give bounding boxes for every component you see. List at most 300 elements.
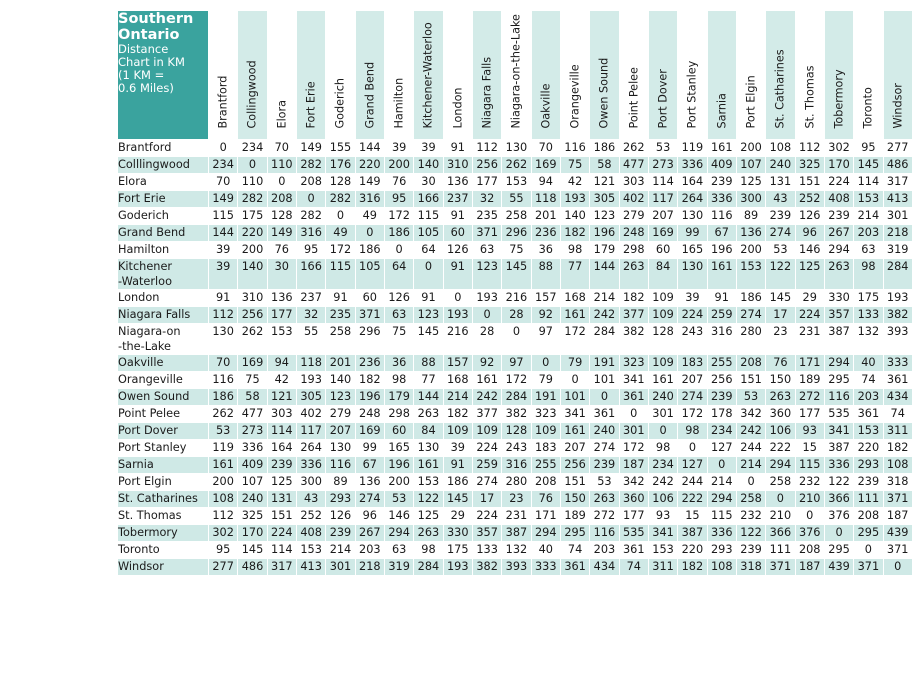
distance-cell: 28 — [502, 307, 531, 324]
distance-cell: 177 — [267, 307, 296, 324]
distance-cell: 341 — [619, 372, 648, 389]
distance-cell: 193 — [883, 290, 912, 307]
distance-cell: 91 — [414, 290, 443, 307]
distance-cell: 256 — [707, 372, 736, 389]
distance-cell: 115 — [707, 508, 736, 525]
distance-cell: 0 — [707, 457, 736, 474]
distance-cell: 382 — [619, 324, 648, 355]
distance-cell: 108 — [707, 559, 736, 576]
distance-cell: 84 — [414, 423, 443, 440]
column-header-label: Owen Sound — [597, 57, 611, 129]
distance-cell: 76 — [766, 355, 795, 372]
distance-cell: 74 — [854, 372, 883, 389]
distance-cell: 58 — [590, 157, 619, 174]
column-header — [590, 11, 619, 140]
distance-cell: 39 — [678, 290, 707, 307]
distance-cell: 114 — [854, 174, 883, 191]
distance-cell: 0 — [854, 542, 883, 559]
distance-cell: 0 — [355, 225, 384, 242]
distance-cell: 301 — [326, 559, 355, 576]
row-header — [118, 242, 209, 259]
distance-cell: 237 — [296, 290, 325, 307]
distance-cell: 0 — [238, 157, 267, 174]
distance-cell: 371 — [472, 225, 501, 242]
distance-cell: 182 — [883, 440, 912, 457]
column-header — [384, 11, 413, 140]
distance-cell: 224 — [824, 174, 853, 191]
distance-cell: 236 — [355, 355, 384, 372]
distance-cell: 17 — [472, 491, 501, 508]
distance-cell: 284 — [502, 389, 531, 406]
distance-cell: 74 — [619, 559, 648, 576]
distance-cell: 371 — [883, 491, 912, 508]
distance-cell: 187 — [795, 559, 824, 576]
distance-cell: 193 — [443, 559, 472, 576]
distance-cell: 123 — [326, 389, 355, 406]
distance-cell: 30 — [267, 259, 296, 290]
distance-cell: 125 — [736, 174, 765, 191]
column-header — [736, 11, 765, 140]
row-header — [118, 174, 209, 191]
distance-cell: 305 — [590, 191, 619, 208]
table-row — [118, 525, 913, 542]
table-row — [118, 208, 913, 225]
distance-cell: 107 — [736, 157, 765, 174]
distance-cell: 371 — [854, 559, 883, 576]
distance-cell: 89 — [326, 474, 355, 491]
distance-cell: 243 — [502, 440, 531, 457]
distance-cell: 316 — [355, 191, 384, 208]
distance-cell: 153 — [736, 259, 765, 290]
distance-cell: 402 — [296, 406, 325, 423]
column-header-label: Hamilton — [392, 77, 406, 129]
distance-cell: 377 — [472, 406, 501, 423]
distance-cell: 220 — [238, 225, 267, 242]
distance-cell: 222 — [678, 491, 707, 508]
distance-cell: 279 — [619, 208, 648, 225]
distance-cell: 151 — [267, 508, 296, 525]
distance-cell: 243 — [678, 324, 707, 355]
distance-cell: 341 — [824, 423, 853, 440]
distance-cell: 145 — [238, 542, 267, 559]
distance-cell: 193 — [443, 307, 472, 324]
distance-cell: 208 — [267, 191, 296, 208]
distance-cell: 23 — [766, 324, 795, 355]
distance-cell: 186 — [736, 290, 765, 307]
distance-cell: 263 — [590, 491, 619, 508]
distance-cell: 186 — [209, 389, 238, 406]
distance-cell: 89 — [736, 208, 765, 225]
table-row — [118, 191, 913, 208]
distance-cell: 319 — [384, 559, 413, 576]
distance-cell: 234 — [238, 140, 267, 157]
distance-cell: 317 — [267, 559, 296, 576]
column-header-label: Port Elgin — [744, 75, 758, 129]
distance-cell: 130 — [209, 324, 238, 355]
distance-cell: 70 — [531, 140, 560, 157]
distance-cell: 144 — [414, 389, 443, 406]
column-header-label: Sarnia — [715, 93, 729, 129]
distance-cell: 256 — [238, 307, 267, 324]
distance-cell: 112 — [795, 140, 824, 157]
distance-cell: 116 — [326, 457, 355, 474]
distance-cell: 298 — [619, 242, 648, 259]
distance-cell: 220 — [854, 440, 883, 457]
distance-cell: 119 — [678, 140, 707, 157]
distance-cell: 402 — [619, 191, 648, 208]
column-header — [883, 11, 912, 140]
distance-cell: 486 — [883, 157, 912, 174]
distance-cell: 256 — [560, 457, 589, 474]
row-header-label: Sarnia — [118, 458, 154, 471]
distance-cell: 53 — [766, 242, 795, 259]
table-row — [118, 324, 913, 355]
column-header-label: Niagara Falls — [480, 56, 494, 129]
row-header-label: Niagara Falls — [118, 308, 191, 321]
chart-subtitle-line-3: (1 KM = — [118, 68, 165, 82]
distance-cell: 166 — [414, 191, 443, 208]
column-header — [209, 11, 238, 140]
distance-cell: 172 — [502, 372, 531, 389]
column-header — [648, 11, 677, 140]
column-header-label: Port Dover — [656, 69, 670, 129]
distance-cell: 76 — [531, 491, 560, 508]
chart-title-line-2: Ontario — [118, 27, 180, 43]
row-header — [118, 542, 209, 559]
distance-cell: 136 — [443, 174, 472, 191]
distance-cell: 109 — [531, 423, 560, 440]
distance-cell: 294 — [531, 525, 560, 542]
distance-cell: 161 — [472, 372, 501, 389]
distance-cell: 0 — [296, 191, 325, 208]
distance-cell: 108 — [766, 140, 795, 157]
distance-cell: 201 — [531, 208, 560, 225]
distance-cell: 117 — [296, 423, 325, 440]
distance-cell: 55 — [296, 324, 325, 355]
distance-cell: 231 — [502, 508, 531, 525]
distance-cell: 140 — [326, 372, 355, 389]
distance-cell: 293 — [707, 542, 736, 559]
distance-cell: 263 — [414, 525, 443, 542]
row-header — [118, 290, 209, 307]
distance-cell: 191 — [590, 355, 619, 372]
table-row — [118, 406, 913, 423]
distance-cell: 377 — [619, 307, 648, 324]
distance-cell: 224 — [678, 307, 707, 324]
distance-cell: 232 — [736, 508, 765, 525]
distance-cell: 277 — [209, 559, 238, 576]
distance-cell: 132 — [502, 542, 531, 559]
distance-cell: 376 — [824, 508, 853, 525]
distance-cell: 203 — [590, 542, 619, 559]
distance-cell: 357 — [472, 525, 501, 542]
distance-cell: 121 — [267, 389, 296, 406]
table-row — [118, 242, 913, 259]
distance-cell: 130 — [678, 259, 707, 290]
column-header-label: Fort Erie — [304, 81, 318, 129]
distance-cell: 282 — [296, 208, 325, 225]
distance-cell: 36 — [531, 242, 560, 259]
distance-cell: 116 — [560, 140, 589, 157]
distance-cell: 115 — [326, 259, 355, 290]
distance-cell: 60 — [355, 290, 384, 307]
distance-cell: 0 — [326, 208, 355, 225]
distance-cell: 200 — [209, 474, 238, 491]
distance-cell: 153 — [296, 542, 325, 559]
distance-cell: 32 — [472, 191, 501, 208]
distance-cell: 136 — [267, 290, 296, 307]
distance-cell: 361 — [854, 406, 883, 423]
distance-cell: 131 — [267, 491, 296, 508]
distance-cell: 303 — [267, 406, 296, 423]
column-header — [531, 11, 560, 140]
distance-cell: 214 — [590, 290, 619, 307]
distance-cell: 274 — [766, 225, 795, 242]
distance-cell: 43 — [296, 491, 325, 508]
distance-cell: 413 — [883, 191, 912, 208]
distance-cell: 153 — [854, 423, 883, 440]
distance-cell: 77 — [414, 372, 443, 389]
distance-cell: 274 — [355, 491, 384, 508]
distance-cell: 169 — [648, 225, 677, 242]
table-row — [118, 140, 913, 157]
row-header-label: Port Dover — [118, 424, 178, 437]
distance-cell: 127 — [707, 440, 736, 457]
row-header — [118, 440, 209, 457]
distance-cell: 361 — [619, 389, 648, 406]
distance-cell: 387 — [824, 324, 853, 355]
distance-cell: 165 — [678, 242, 707, 259]
column-header — [560, 11, 589, 140]
distance-cell: 128 — [502, 423, 531, 440]
distance-cell: 294 — [384, 525, 413, 542]
chart-subtitle-line-1: Distance — [118, 42, 169, 56]
distance-cell: 252 — [795, 191, 824, 208]
distance-cell: 74 — [560, 542, 589, 559]
distance-cell: 105 — [414, 225, 443, 242]
distance-cell: 93 — [648, 508, 677, 525]
distance-cell: 242 — [472, 389, 501, 406]
row-header — [118, 208, 209, 225]
distance-cell: 234 — [707, 423, 736, 440]
distance-cell: 259 — [707, 307, 736, 324]
distance-cell: 53 — [736, 389, 765, 406]
column-header — [795, 11, 824, 140]
distance-cell: 258 — [326, 324, 355, 355]
distance-cell: 218 — [355, 559, 384, 576]
distance-cell: 189 — [795, 372, 824, 389]
distance-cell: 325 — [238, 508, 267, 525]
distance-cell: 274 — [472, 474, 501, 491]
distance-cell: 234 — [648, 457, 677, 474]
distance-cell: 172 — [678, 406, 707, 423]
distance-cell: 0 — [824, 525, 853, 542]
distance-cell: 280 — [502, 474, 531, 491]
distance-cell: 323 — [619, 355, 648, 372]
distance-cell: 296 — [502, 225, 531, 242]
distance-cell: 224 — [472, 508, 501, 525]
row-header-label: Owen Sound — [118, 390, 190, 403]
distance-cell: 239 — [590, 457, 619, 474]
column-header — [854, 11, 883, 140]
distance-cell: 126 — [443, 242, 472, 259]
distance-cell: 272 — [590, 508, 619, 525]
chart-title-line-1: Southern — [118, 11, 194, 27]
distance-cell: 208 — [531, 474, 560, 491]
distance-cell: 336 — [824, 457, 853, 474]
distance-cell: 98 — [678, 423, 707, 440]
distance-cell: 144 — [209, 225, 238, 242]
table-row — [118, 508, 913, 525]
distance-cell: 413 — [296, 559, 325, 576]
distance-cell: 121 — [590, 174, 619, 191]
distance-cell: 236 — [531, 225, 560, 242]
row-header-label: Tobermory — [118, 526, 178, 539]
distance-cell: 171 — [531, 508, 560, 525]
distance-cell: 240 — [590, 423, 619, 440]
row-header-label: Windsor — [118, 560, 164, 573]
distance-cell: 244 — [678, 474, 707, 491]
distance-cell: 97 — [531, 324, 560, 355]
distance-cell: 191 — [531, 389, 560, 406]
distance-cell: 146 — [384, 508, 413, 525]
distance-cell: 301 — [883, 208, 912, 225]
distance-cell: 182 — [619, 290, 648, 307]
distance-cell: 214 — [854, 208, 883, 225]
distance-cell: 0 — [619, 406, 648, 423]
distance-cell: 146 — [795, 242, 824, 259]
column-header-label: St. Catharines — [773, 49, 787, 129]
column-header-label: Orangeville — [568, 64, 582, 129]
distance-cell: 36 — [384, 355, 413, 372]
header-row — [118, 11, 913, 140]
column-header — [824, 11, 853, 140]
distance-cell: 169 — [355, 423, 384, 440]
distance-cell: 130 — [678, 208, 707, 225]
distance-cell: 75 — [238, 372, 267, 389]
distance-cell: 79 — [531, 372, 560, 389]
distance-cell: 161 — [707, 259, 736, 290]
distance-cell: 91 — [326, 290, 355, 307]
chart-subtitle-line-2: Chart in KM — [118, 55, 185, 69]
distance-cell: 0 — [414, 259, 443, 290]
distance-cell: 187 — [619, 457, 648, 474]
table-row — [118, 355, 913, 372]
column-header-label: Point Pelee — [627, 67, 641, 129]
distance-cell: 203 — [854, 389, 883, 406]
column-header-label: Tobermory — [832, 69, 846, 129]
distance-cell: 0 — [648, 423, 677, 440]
distance-cell: 282 — [296, 157, 325, 174]
distance-cell: 60 — [384, 423, 413, 440]
distance-cell: 284 — [883, 259, 912, 290]
distance-cell: 136 — [355, 474, 384, 491]
distance-cell: 95 — [296, 242, 325, 259]
distance-cell: 193 — [560, 191, 589, 208]
row-header-label: Hamilton — [118, 243, 170, 256]
distance-cell: 150 — [560, 491, 589, 508]
distance-cell: 58 — [238, 389, 267, 406]
column-header-label: Elora — [275, 100, 289, 129]
distance-cell: 193 — [296, 372, 325, 389]
distance-cell: 131 — [766, 174, 795, 191]
distance-cell: 303 — [619, 174, 648, 191]
distance-cell: 172 — [384, 208, 413, 225]
distance-cell: 109 — [648, 307, 677, 324]
distance-cell: 70 — [209, 355, 238, 372]
distance-cell: 318 — [736, 559, 765, 576]
distance-cell: 76 — [267, 242, 296, 259]
distance-cell: 40 — [854, 355, 883, 372]
distance-cell: 216 — [502, 290, 531, 307]
distance-cell: 258 — [736, 491, 765, 508]
table-row — [118, 157, 913, 174]
distance-cell: 244 — [736, 440, 765, 457]
distance-cell: 295 — [854, 525, 883, 542]
distance-cell: 123 — [414, 307, 443, 324]
distance-cell: 175 — [238, 208, 267, 225]
row-header — [118, 324, 209, 355]
distance-cell: 79 — [560, 355, 589, 372]
distance-cell: 175 — [854, 290, 883, 307]
distance-cell: 99 — [678, 225, 707, 242]
distance-cell: 342 — [736, 406, 765, 423]
row-header-label: Toronto — [118, 543, 160, 556]
distance-cell: 111 — [766, 542, 795, 559]
table-row — [118, 225, 913, 242]
distance-cell: 75 — [560, 157, 589, 174]
distance-cell: 122 — [824, 474, 853, 491]
distance-cell: 125 — [795, 259, 824, 290]
distance-cell: 95 — [384, 191, 413, 208]
distance-cell: 149 — [267, 225, 296, 242]
distance-cell: 182 — [443, 406, 472, 423]
row-header — [118, 525, 209, 542]
distance-cell: 263 — [824, 259, 853, 290]
distance-cell: 91 — [443, 457, 472, 474]
distance-cell: 207 — [648, 208, 677, 225]
distance-cell: 169 — [531, 157, 560, 174]
distance-cell: 342 — [619, 474, 648, 491]
distance-cell: 393 — [502, 559, 531, 576]
distance-cell: 361 — [619, 542, 648, 559]
distance-cell: 234 — [209, 157, 238, 174]
row-header — [118, 457, 209, 474]
distance-cell: 279 — [326, 406, 355, 423]
distance-cell: 0 — [590, 389, 619, 406]
distance-cell: 255 — [531, 457, 560, 474]
distance-cell: 42 — [560, 174, 589, 191]
distance-cell: 128 — [648, 324, 677, 355]
distance-cell: 371 — [883, 542, 912, 559]
distance-cell: 53 — [209, 423, 238, 440]
distance-cell: 200 — [384, 157, 413, 174]
distance-cell: 0 — [267, 174, 296, 191]
distance-cell: 95 — [209, 542, 238, 559]
distance-cell: 224 — [472, 440, 501, 457]
distance-cell: 161 — [560, 423, 589, 440]
distance-cell: 387 — [678, 525, 707, 542]
distance-cell: 60 — [443, 225, 472, 242]
distance-cell: 207 — [678, 372, 707, 389]
distance-cell: 277 — [883, 140, 912, 157]
distance-cell: 172 — [326, 242, 355, 259]
distance-cell: 439 — [883, 525, 912, 542]
row-header-label: Point Pelee — [118, 407, 181, 420]
distance-cell: 175 — [443, 542, 472, 559]
distance-cell: 178 — [707, 406, 736, 423]
distance-cell: 231 — [795, 324, 824, 355]
